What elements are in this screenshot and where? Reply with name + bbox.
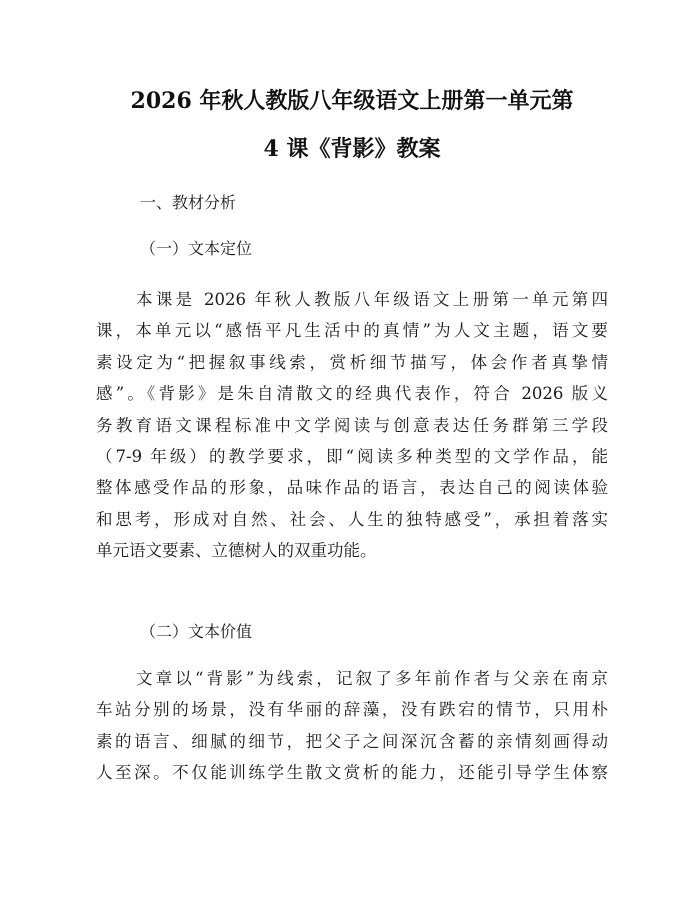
paragraph-line: 感”。《背影》是朱自清散文的经典代表作，符合 2026 版义 — [96, 384, 608, 404]
paragraph-line: 素设定为“把握叙事线索，赏析细节描写，体会作者真挚情 — [96, 352, 608, 372]
paragraph-line: 整体感受作品的形象，品味作品的语言，表达自己的阅读体验 — [96, 478, 608, 498]
paragraph-line: 人至深。不仅能训练学生散文赏析的能力，还能引导学生体察 — [96, 763, 608, 783]
paragraph-line: 单元语文要素、立德树人的双重功能。 — [96, 541, 377, 561]
paragraph-text-value — [96, 663, 608, 789]
paragraph-line: 素的语言、细腻的细节，把父子之间深沉含蓄的亲情刻画得动 — [96, 731, 608, 751]
paragraph-line: 车站分别的场景，没有华丽的辞藻，没有跌宕的情节，只用朴 — [96, 700, 608, 720]
subsection-heading-1: （一）文本定位 — [140, 239, 253, 258]
paragraph-text-positioning — [96, 284, 608, 567]
paragraph-line: 课，本单元以“感悟平凡生活中的真情”为人文主题，语文要 — [96, 321, 608, 341]
paragraph-line: 务教育语文课程标准中文学阅读与创意表达任务群第三学段 — [96, 415, 608, 435]
document-title-line-1: 2026 年秋人教版八年级语文上册第一单元第 — [130, 88, 574, 114]
paragraph-line: 文章以“背影”为线索，记叙了多年前作者与父亲在南京 — [136, 669, 608, 688]
paragraph-line: 本课是 2026 年秋人教版八年级语文上册第一单元第四 — [136, 290, 608, 309]
section-heading: 一、教材分析 — [140, 193, 237, 212]
paragraph-line: 和思考，形成对自然、社会、人生的独特感受”，承担着落实 — [96, 509, 608, 529]
subsection-heading-2: （二）文本价值 — [140, 622, 253, 641]
paragraph-line: （7-9 年级）的教学要求，即“阅读多种类型的文学作品，能 — [96, 446, 608, 466]
document-title-line-2: 4 课《背影》教案 — [263, 136, 441, 162]
